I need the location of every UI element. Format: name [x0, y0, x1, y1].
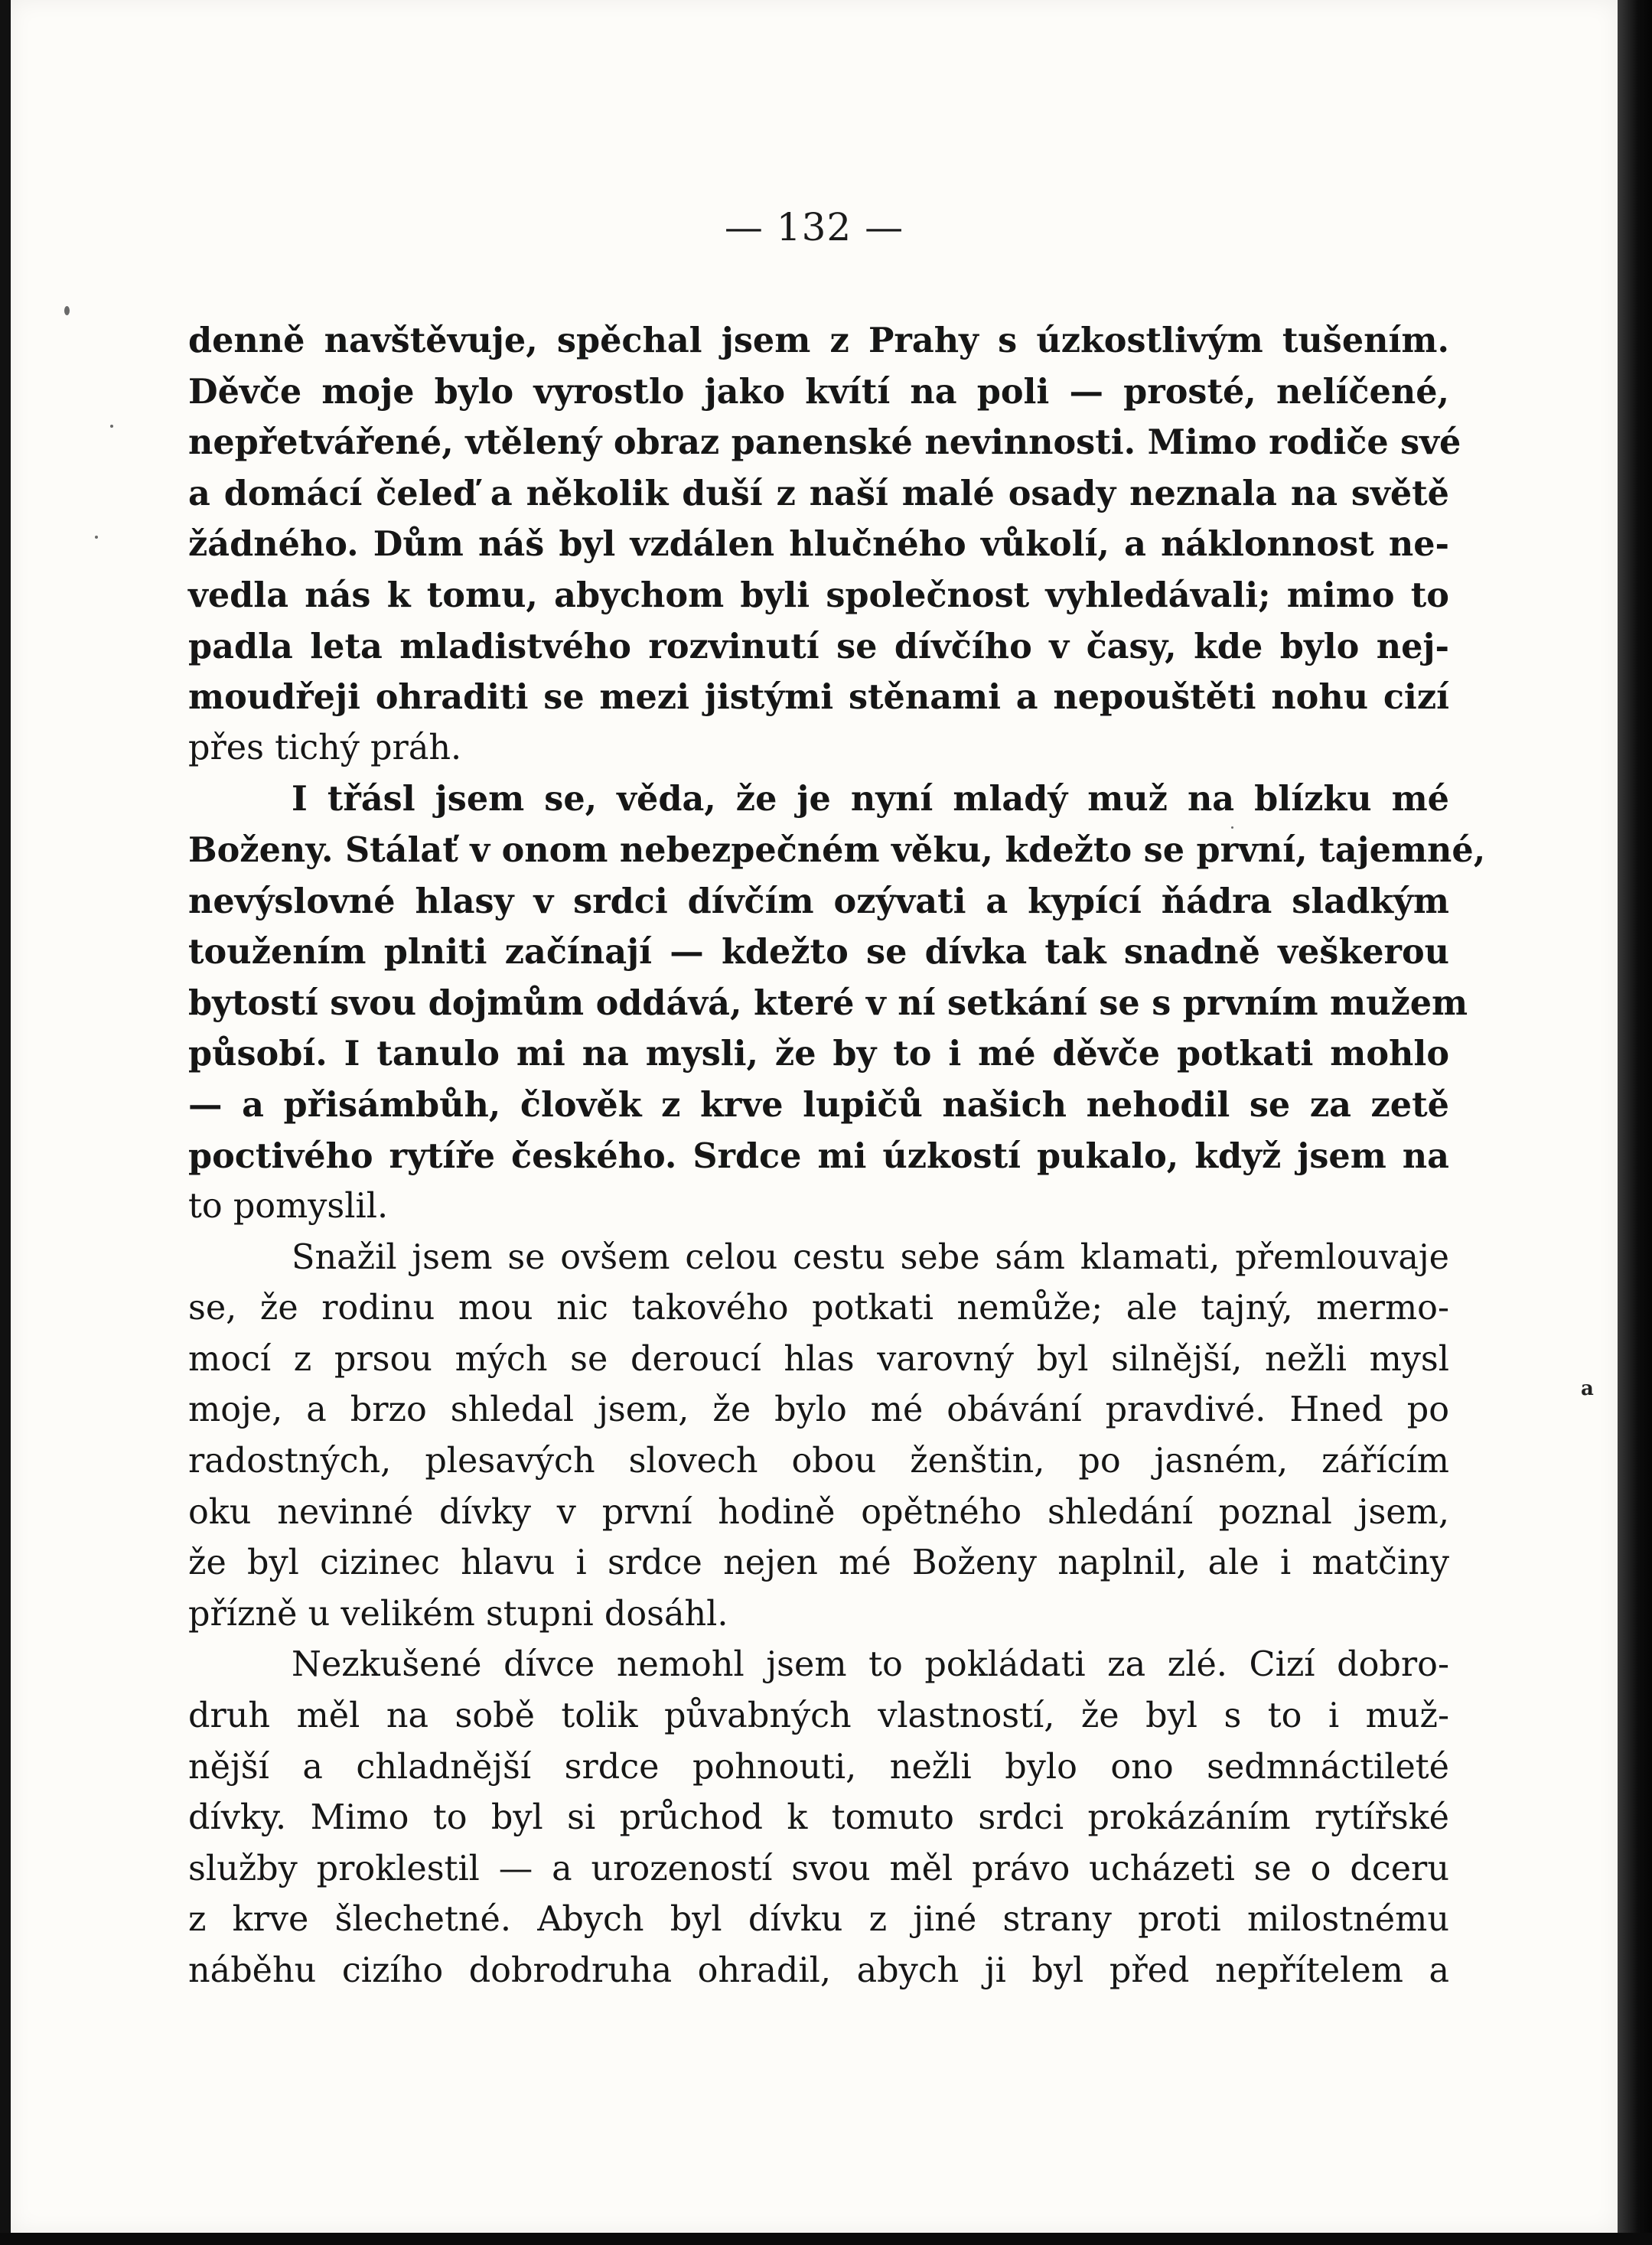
text-line: Nezkušené dívce nemohl jsem to pokládati za zlé. Cizí dobro- [292, 1645, 1449, 1685]
margin-mark: a [1581, 1377, 1594, 1400]
text-line: bytostí svou dojmům oddává, které v ní setkání se s prvním mužem [188, 982, 1468, 1023]
text-line: poctivého rytíře českého. Srdce mi úzkostí pukalo, když jsem na [188, 1136, 1449, 1176]
text-line: nější a chladnější srdce pohnouti, nežli bylo ono sedmnáctileté [188, 1747, 1449, 1787]
text-line: Snažil jsem se ovšem celou cestu sebe sám klamati, přemlouvaje [292, 1237, 1449, 1277]
text-line: náběhu cizího dobrodruha ohradil, abych ji byl před nepřítelem a [188, 1951, 1449, 1990]
scan-speck [110, 425, 113, 428]
page-number-header: — 132 — [724, 205, 904, 249]
text-line: se, že rodinu mou nic takového potkati nemůže; ale tajný, mermo- [188, 1289, 1449, 1328]
text-line: moudřeji ohraditi se mezi jistými stěnami a nepouštěti nohu cizí [188, 677, 1449, 718]
text-line: služby proklestil — a urozeností svou měl právo ucházeti se o dceru [188, 1849, 1449, 1888]
text-line: přes tichý práh. [188, 728, 462, 767]
text-line: z krve šlechetné. Abych byl dívku z jiné strany proti milostnému [188, 1900, 1449, 1940]
scan-speck [95, 536, 98, 539]
text-line: mocí z prsou mých se deroucí hlas varovný byl silnější, nežli mysl [188, 1339, 1449, 1379]
page-edge-bottom [0, 2233, 1652, 2245]
text-line: Boženy. Stálať v onom nebezpečném věku, kdežto se první, tajemné, [188, 829, 1486, 870]
text-line: padla leta mladistvého rozvinutí se dívčího v časy, kde bylo nej- [188, 626, 1449, 666]
text-line: radostných, plesavých slovech obou ženštin, po jasném, zářícím [188, 1442, 1449, 1481]
text-line: vedla nás k tomu, abychom byli společnost vyhledávali; mimo to [188, 575, 1449, 615]
text-line: působí. I tanulo mi na mysli, že by to i mé děvče potkati mohlo [188, 1034, 1449, 1074]
text-line: dívky. Mimo to byl si průchod k tomuto srdci prokázáním rytířské [188, 1798, 1449, 1838]
text-line: Děvče moje bylo vyrostlo jako kvítí na poli — prosté, nelíčené, [188, 371, 1449, 412]
page-edge-shadow [1618, 0, 1652, 2245]
text-line: žádného. Dům náš byl vzdálen hlučného vůkolí, a náklonnost ne- [188, 524, 1449, 565]
text-line: moje, a brzo shledal jsem, že bylo mé obávání pravdivé. Hned po [188, 1390, 1449, 1430]
book-page [11, 0, 1618, 2233]
text-line: a domácí čeleď a několik duší z naší malé osady neznala na světě [188, 473, 1449, 513]
body-text [188, 315, 1486, 1997]
scan-speck [64, 306, 70, 315]
text-line: nepřetvářené, vtělený obraz panenské nevinnosti. Mimo rodiče své [188, 422, 1461, 463]
text-line: že byl cizinec hlavu i srdce nejen mé Boženy naplnil, ale i matčiny [188, 1543, 1449, 1583]
text-line: oku nevinné dívky v první hodině opětného shledání poznal jsem, [188, 1492, 1449, 1532]
text-line: denně navštěvuje, spěchal jsem z Prahy s úzkostlivým tušením. [188, 321, 1449, 360]
text-line: toužením plniti začínají — kdežto se dívka tak snadně veškerou [188, 932, 1449, 973]
scan-speck [1231, 826, 1233, 829]
text-line: nevýslovné hlasy v srdci dívčím ozývati a kypící ňádra sladkým [188, 881, 1449, 921]
text-line: druh měl na sobě tolik půvabných vlastností, že byl s to i muž- [188, 1696, 1449, 1736]
text-line: přízně u velikém stupni dosáhl. [188, 1594, 728, 1634]
text-line: I třásl jsem se, věda, že je nyní mladý muž na blízku mé [292, 779, 1449, 819]
text-line: to pomyslil. [188, 1187, 389, 1227]
text-line: — a přisámbůh, člověk z krve lupičů našich nehodil se za zetě [188, 1084, 1449, 1125]
